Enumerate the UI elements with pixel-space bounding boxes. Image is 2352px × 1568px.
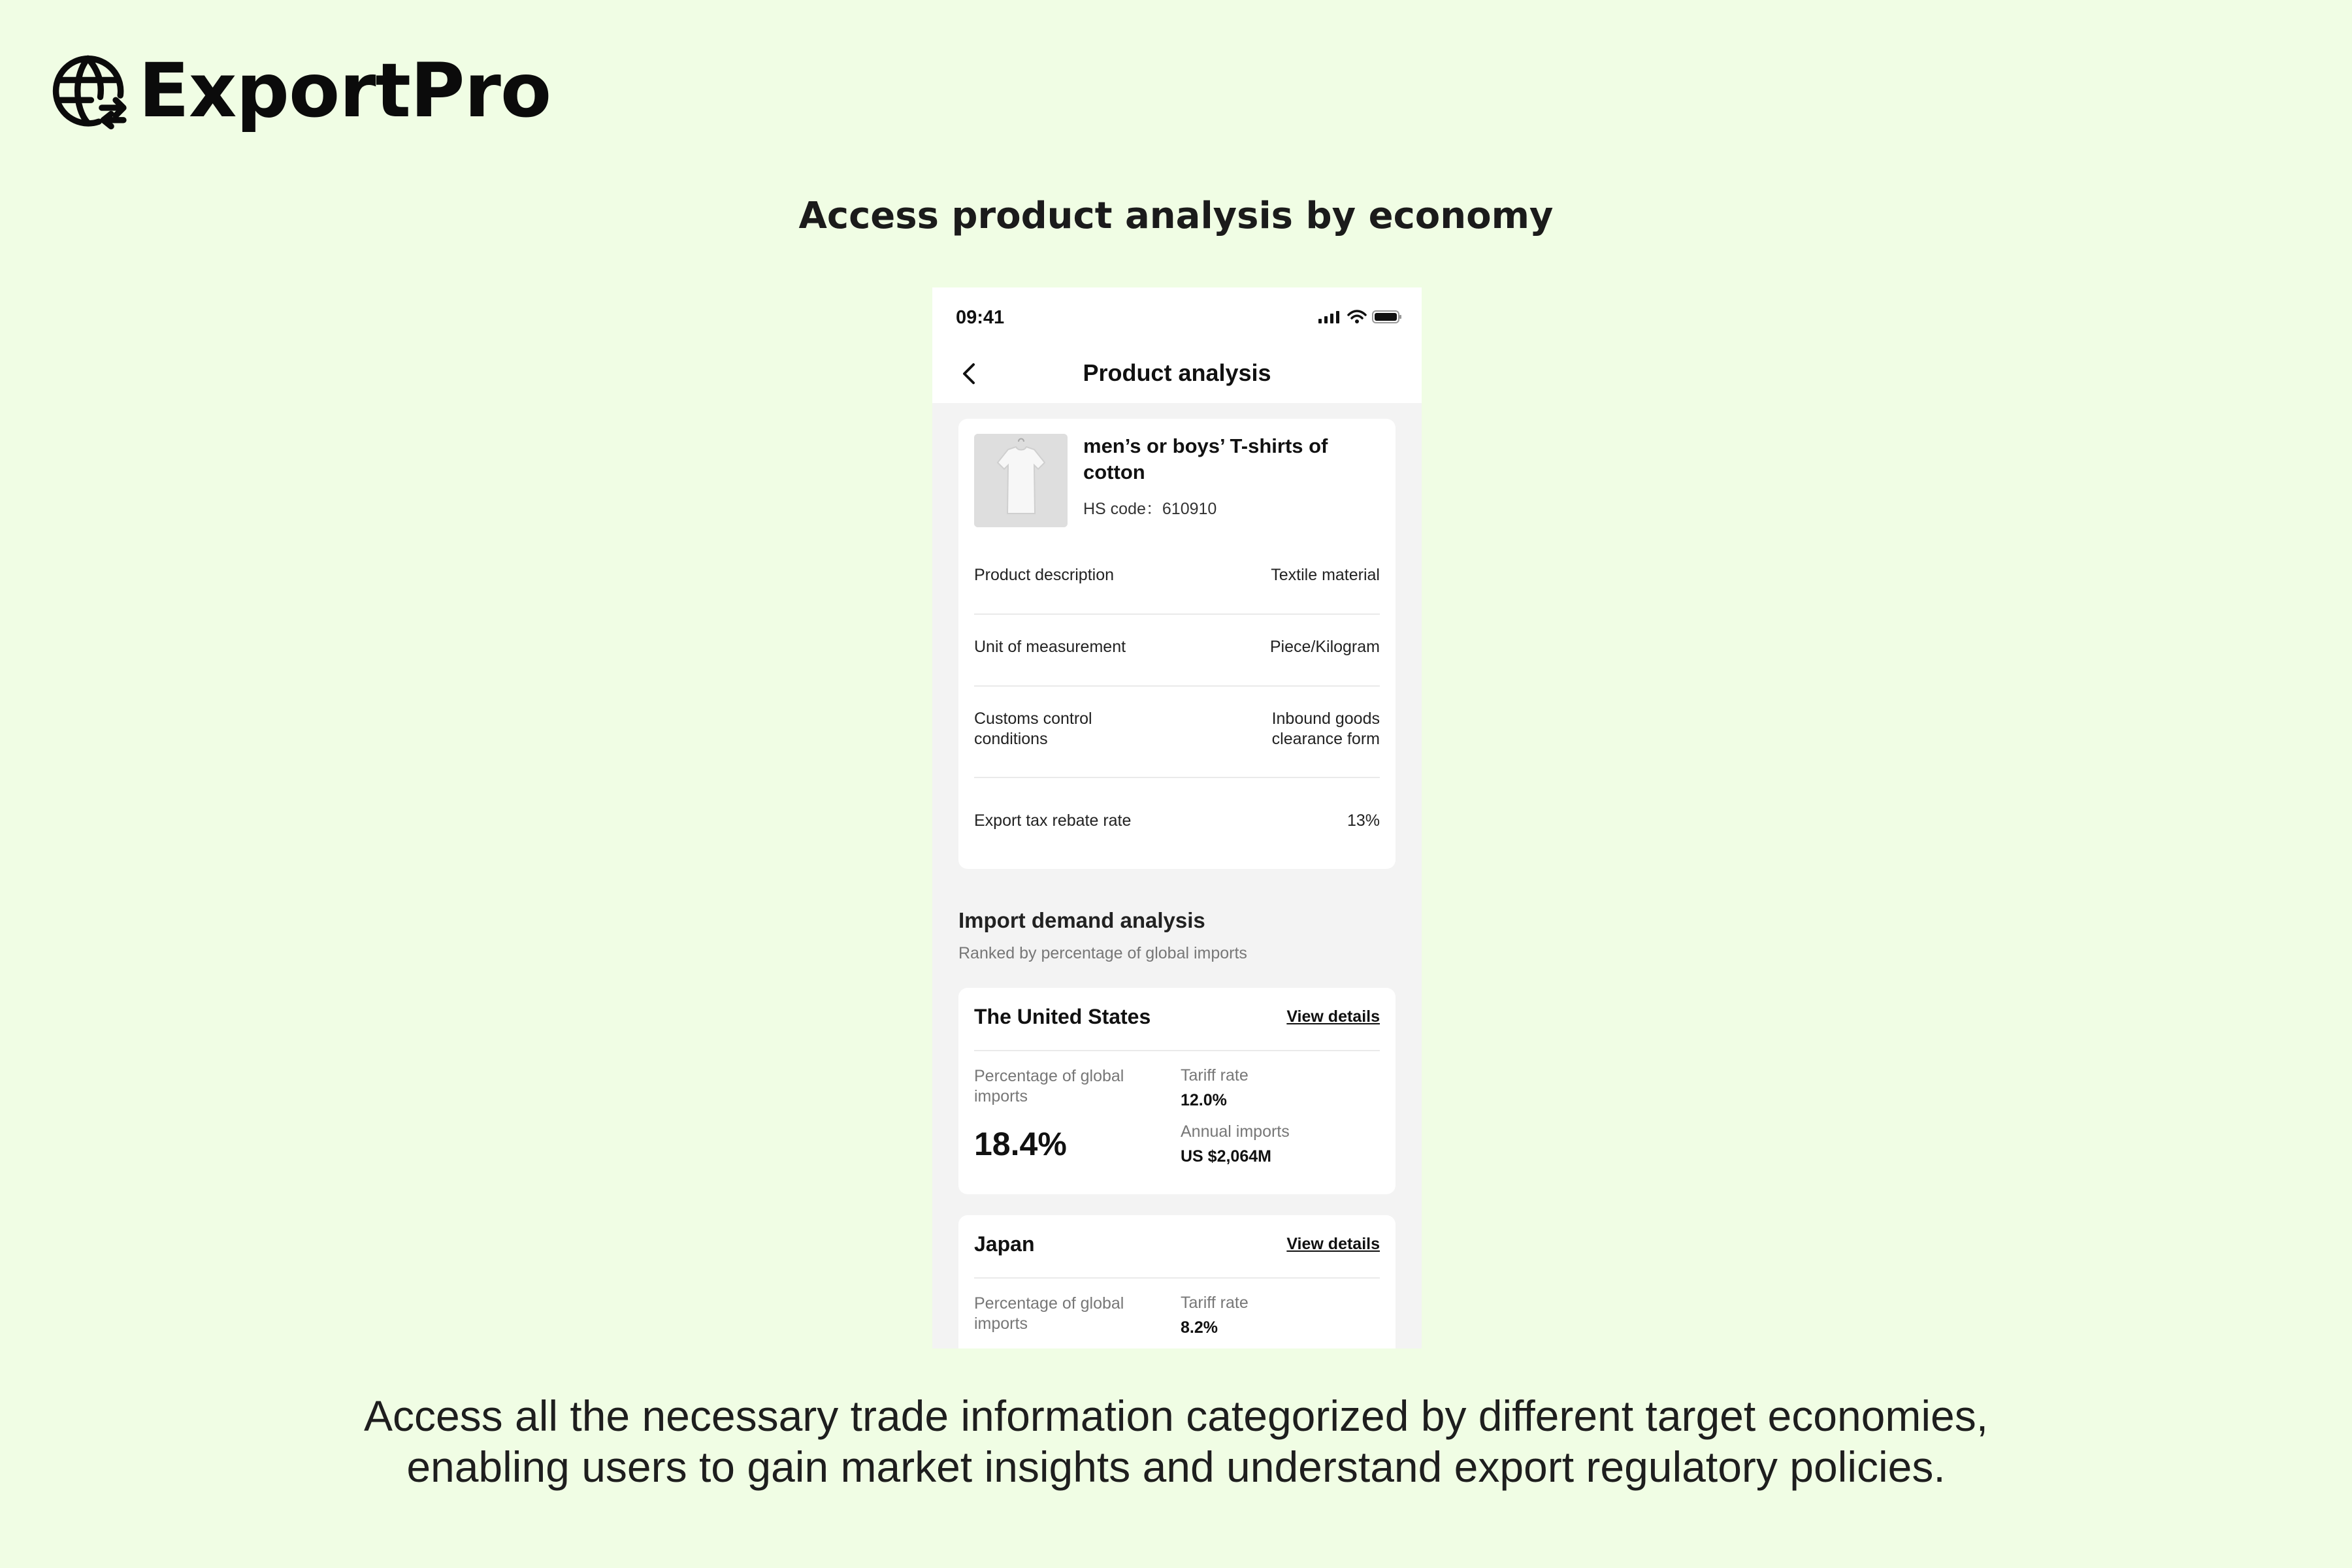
tariff-label: Tariff rate (1181, 1294, 1249, 1312)
pct-value: 18.4% (974, 1126, 1067, 1162)
white-tshirt-photo (974, 434, 1068, 527)
attr-key: Unit of measurement (974, 638, 1126, 656)
country-name: Japan (974, 1232, 1035, 1256)
phone-header (932, 287, 1422, 403)
product-image (974, 434, 1068, 527)
product-name: men’s or boys’ T-shirts of cotton (1083, 434, 1328, 483)
caption-line: enabling users to gain market insights and understand export regulatory policies. (406, 1443, 1946, 1491)
tariff-label: Tariff rate (1181, 1066, 1249, 1085)
attr-key: Product description (974, 566, 1115, 584)
tariff-value: 12.0% (1181, 1091, 1227, 1109)
divider (974, 777, 1380, 778)
section-subtitle: Ranked by percentage of global imports (958, 944, 1247, 962)
phone-screen (932, 287, 1422, 1348)
section-title: Import demand analysis (958, 908, 1205, 932)
attr-row (974, 565, 1380, 585)
hs-code: HS code：610910 (1083, 500, 1217, 518)
attr-row (974, 637, 1380, 657)
brand-logo (51, 47, 551, 134)
attr-value: Piece/Kilogram (1269, 638, 1380, 656)
divider (974, 1050, 1380, 1051)
annual-label: Annual imports (1181, 1122, 1290, 1141)
caption (0, 1390, 2352, 1492)
wifi-icon (1347, 310, 1367, 324)
battery-icon (1372, 310, 1402, 324)
country-card (958, 988, 1396, 1194)
brand-name: ExportPro (139, 47, 551, 134)
status-time: 09:41 (956, 307, 1005, 328)
divider (974, 1277, 1380, 1279)
country-card (958, 1215, 1396, 1348)
view-details-link[interactable]: View details (1286, 1007, 1380, 1026)
status-icons (1318, 310, 1402, 324)
page-title: Product analysis (1083, 359, 1271, 386)
country-name: The United States (974, 1005, 1151, 1028)
attr-value: Inbound goods clearance form (1271, 710, 1380, 748)
product-card (958, 419, 1396, 869)
attr-key: Customs control conditions (974, 710, 1092, 748)
divider (974, 685, 1380, 687)
annual-value: US $2,064M (1181, 1147, 1271, 1166)
attr-value: 13% (1347, 811, 1380, 830)
headline: Access product analysis by economy (798, 195, 1554, 237)
view-details-link[interactable]: View details (1286, 1235, 1380, 1253)
attr-key: Export tax rebate rate (974, 811, 1132, 830)
divider (974, 613, 1380, 615)
tariff-value: 8.2% (1181, 1318, 1218, 1337)
caption-line: Access all the necessary trade information categorized by different target economies, (363, 1392, 1989, 1440)
signal-icon (1318, 310, 1342, 323)
globe-arrow-icon (51, 52, 128, 129)
attr-row (974, 811, 1380, 831)
attr-row (974, 709, 1380, 749)
pct-label: Percentage of global imports (974, 1067, 1124, 1105)
attr-value: Textile material (1271, 566, 1380, 584)
pct-label: Percentage of global imports (974, 1294, 1124, 1333)
